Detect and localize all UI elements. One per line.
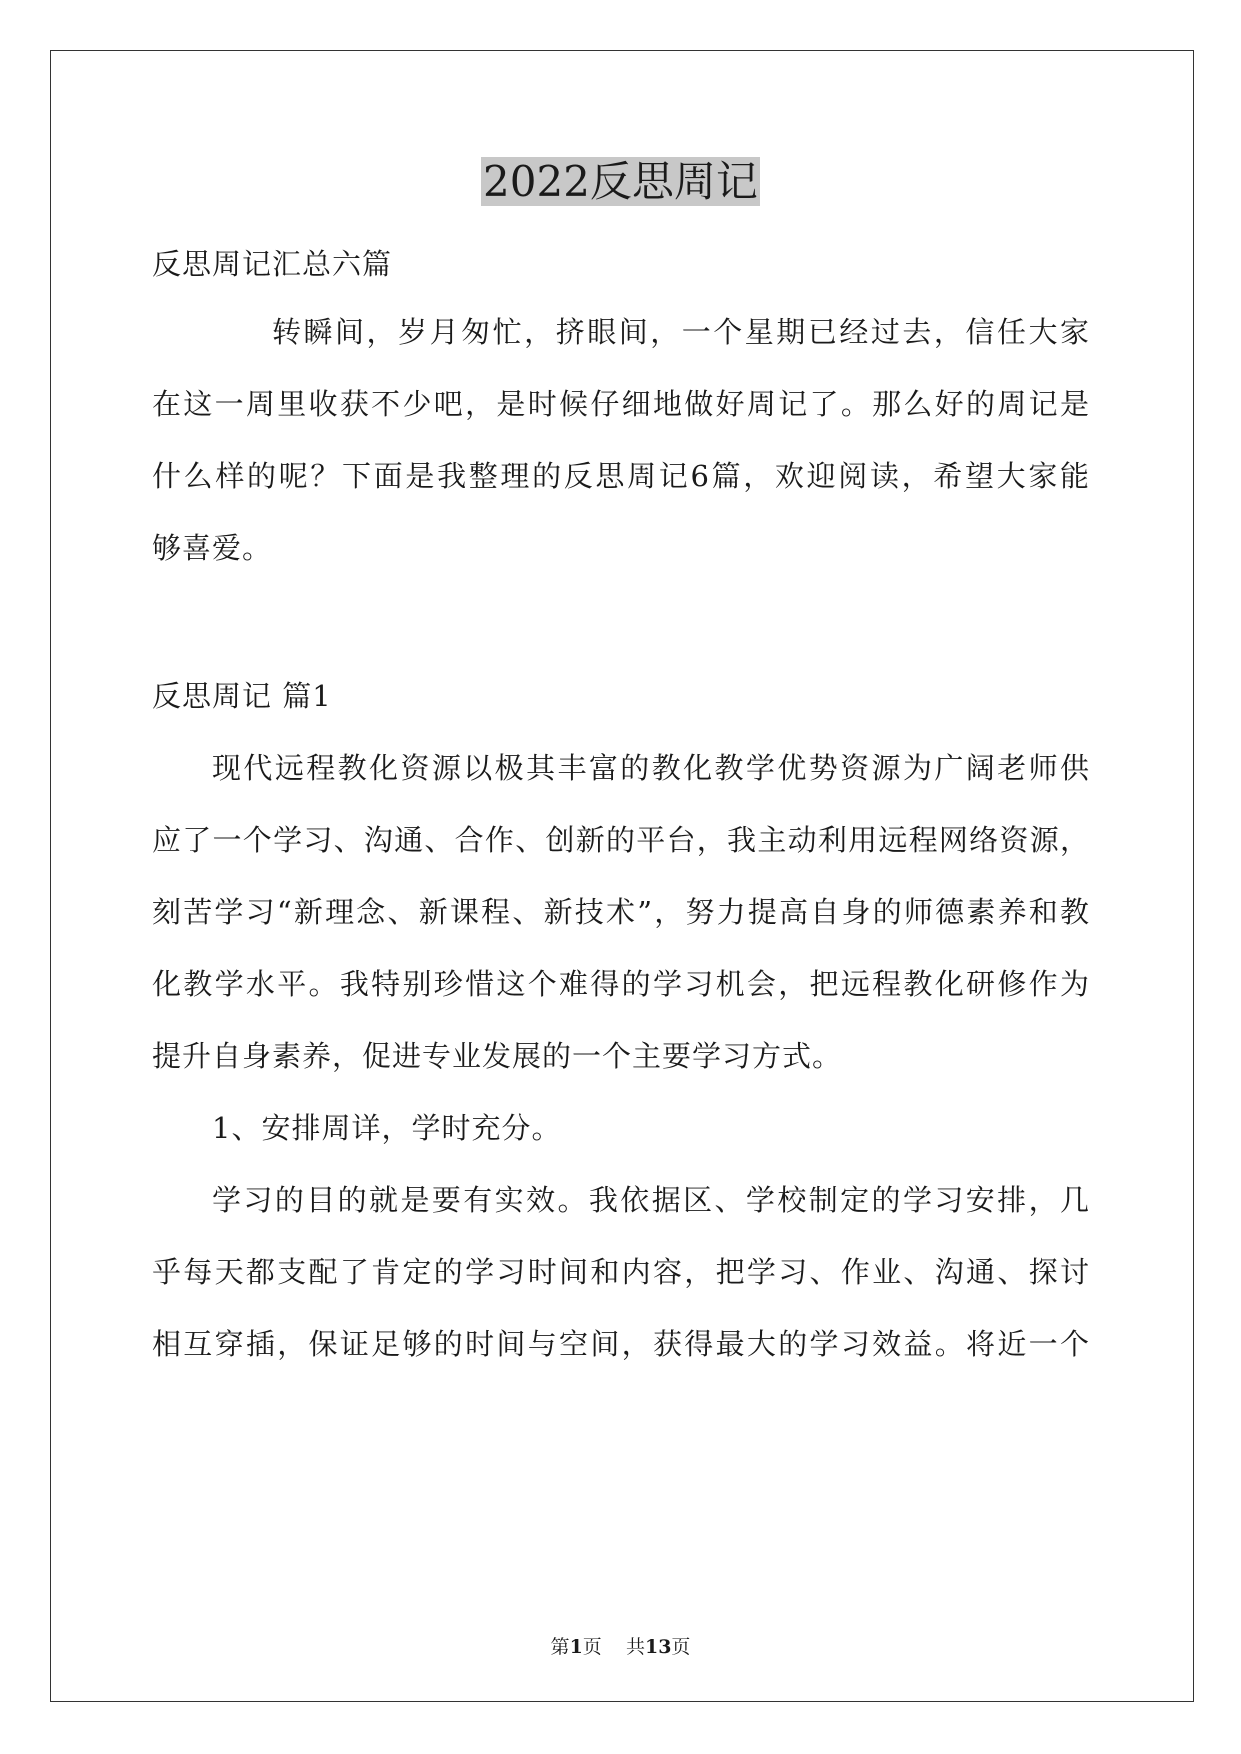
paragraph-line: 学习的目的就是要有实效。我依据区、学校制定的学习安排，几 <box>212 1183 1090 1217</box>
page-border <box>50 50 1194 1702</box>
intro-line: 转瞬间，岁月匆忙，挤眼间，一个星期已经过去，信任大家 <box>272 315 1090 349</box>
intro-line: 什么样的呢？下面是我整理的反思周记6篇，欢迎阅读，希望大家能 <box>152 459 1090 493</box>
paragraph-line: 刻苦学习“新理念、新课程、新技术”，努力提高自身的师德素养和教 <box>152 895 1090 929</box>
paragraph-line: 提升自身素养，促进专业发展的一个主要学习方式。 <box>152 1039 843 1073</box>
paragraph-line: 化教学水平。我特别珍惜这个难得的学习机会，把远程教化研修作为 <box>152 967 1090 1001</box>
document-title <box>0 152 1241 212</box>
footer-page-total: 13 <box>644 1636 672 1658</box>
page-footer <box>0 1634 1241 1660</box>
document-subtitle: 反思周记汇总六篇 <box>152 247 393 281</box>
footer-page-suffix: 页 <box>671 1636 691 1658</box>
intro-line: 在这一周里收获不少吧，是时候仔细地做好周记了。那么好的周记是 <box>152 387 1090 421</box>
section-heading: 反思周记 篇1 <box>152 679 332 713</box>
footer-page-prefix: 第 <box>550 1636 570 1658</box>
paragraph-line: 应了一个学习、沟通、合作、创新的平台，我主动利用远程网络资源， <box>152 823 1090 857</box>
footer-page-mid: 页 共 <box>582 1636 645 1658</box>
paragraph-line: 相互穿插，保证足够的时间与空间，获得最大的学习效益。将近一个 <box>152 1327 1090 1361</box>
footer-page-current: 1 <box>569 1636 583 1658</box>
paragraph-line: 现代远程教化资源以极其丰富的教化教学优势资源为广阔老师供 <box>212 751 1090 785</box>
item-heading: 1、安排周详，学时充分。 <box>212 1111 562 1145</box>
document-title-text: 2022反思周记 <box>483 157 758 206</box>
paragraph-line: 乎每天都支配了肯定的学习时间和内容，把学习、作业、沟通、探讨 <box>152 1255 1090 1289</box>
intro-line: 够喜爱。 <box>152 531 273 565</box>
